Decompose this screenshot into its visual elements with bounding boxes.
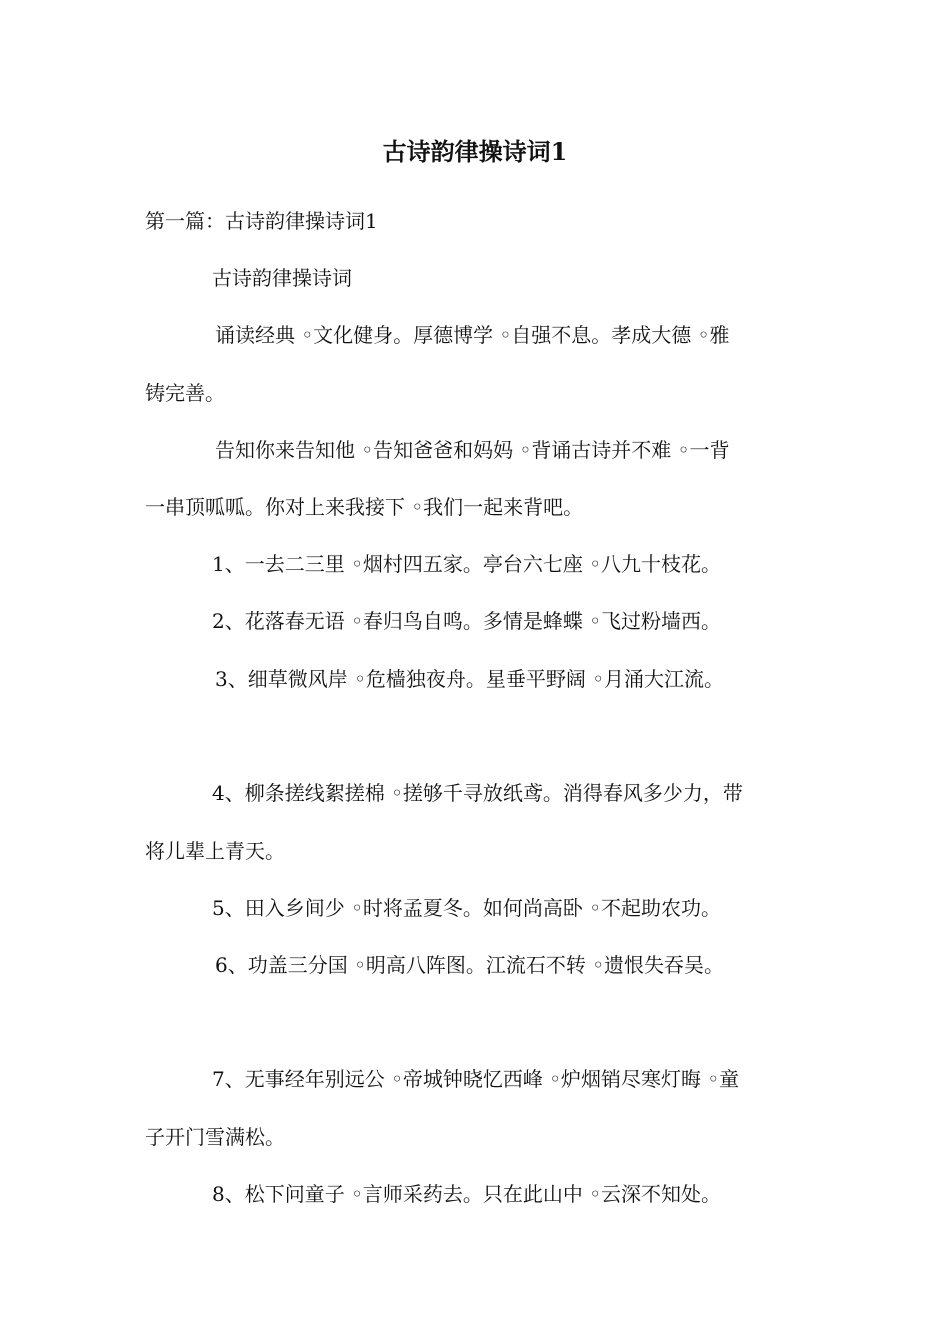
poem-3: 3、细草微风岸 ◦危樯独夜舟。星垂平野阔 ◦月涌大江流。 [215,667,725,691]
poem-7-line-1: 7、无事经年别远公 ◦帝城钟晓忆西峰 ◦炉烟销尽寒灯晦 ◦童 [212,1067,740,1091]
section-heading: 第一篇：古诗韵律操诗词1 [145,209,378,233]
intro-line-1: 诵读经典 ◦文化健身。厚德博学 ◦自强不息。孝成大德 ◦雅 [215,323,730,347]
poem-2: 2、花落春无语 ◦春归鸟自鸣。多情是蜂蝶 ◦飞过粉墙西。 [212,609,722,633]
poem-4-line-1: 4、柳条搓线絮搓棉 ◦搓够千寻放纸鸢。消得春风多少力，带 [212,781,743,805]
prompt-line-2: 一串顶呱呱。你对上来我接下 ◦我们一起来背吧。 [145,495,584,519]
poem-5: 5、田入乡间少 ◦时将孟夏冬。如何尚高卧 ◦不起助农功。 [212,896,722,920]
poem-4-line-2: 将儿辈上青天。 [145,839,285,863]
poem-8: 8、松下问童子 ◦言师采药去。只在此山中 ◦云深不知处。 [212,1182,722,1206]
poem-1: 1、一去二三里 ◦烟村四五家。亭台六七座 ◦八九十枝花。 [212,552,722,576]
document-title: 古诗韵律操诗词1 [382,137,568,166]
prompt-line-1: 告知你来告知他 ◦告知爸爸和妈妈 ◦背诵古诗并不难 ◦一背 [215,438,730,462]
subheading: 古诗韵律操诗词 [212,266,352,290]
intro-line-2: 铸完善。 [145,381,225,405]
poem-6: 6、功盖三分国 ◦明高八阵图。江流石不转 ◦遗恨失吞吴。 [215,953,725,977]
poem-7-line-2: 子开门雪满松。 [145,1125,285,1149]
